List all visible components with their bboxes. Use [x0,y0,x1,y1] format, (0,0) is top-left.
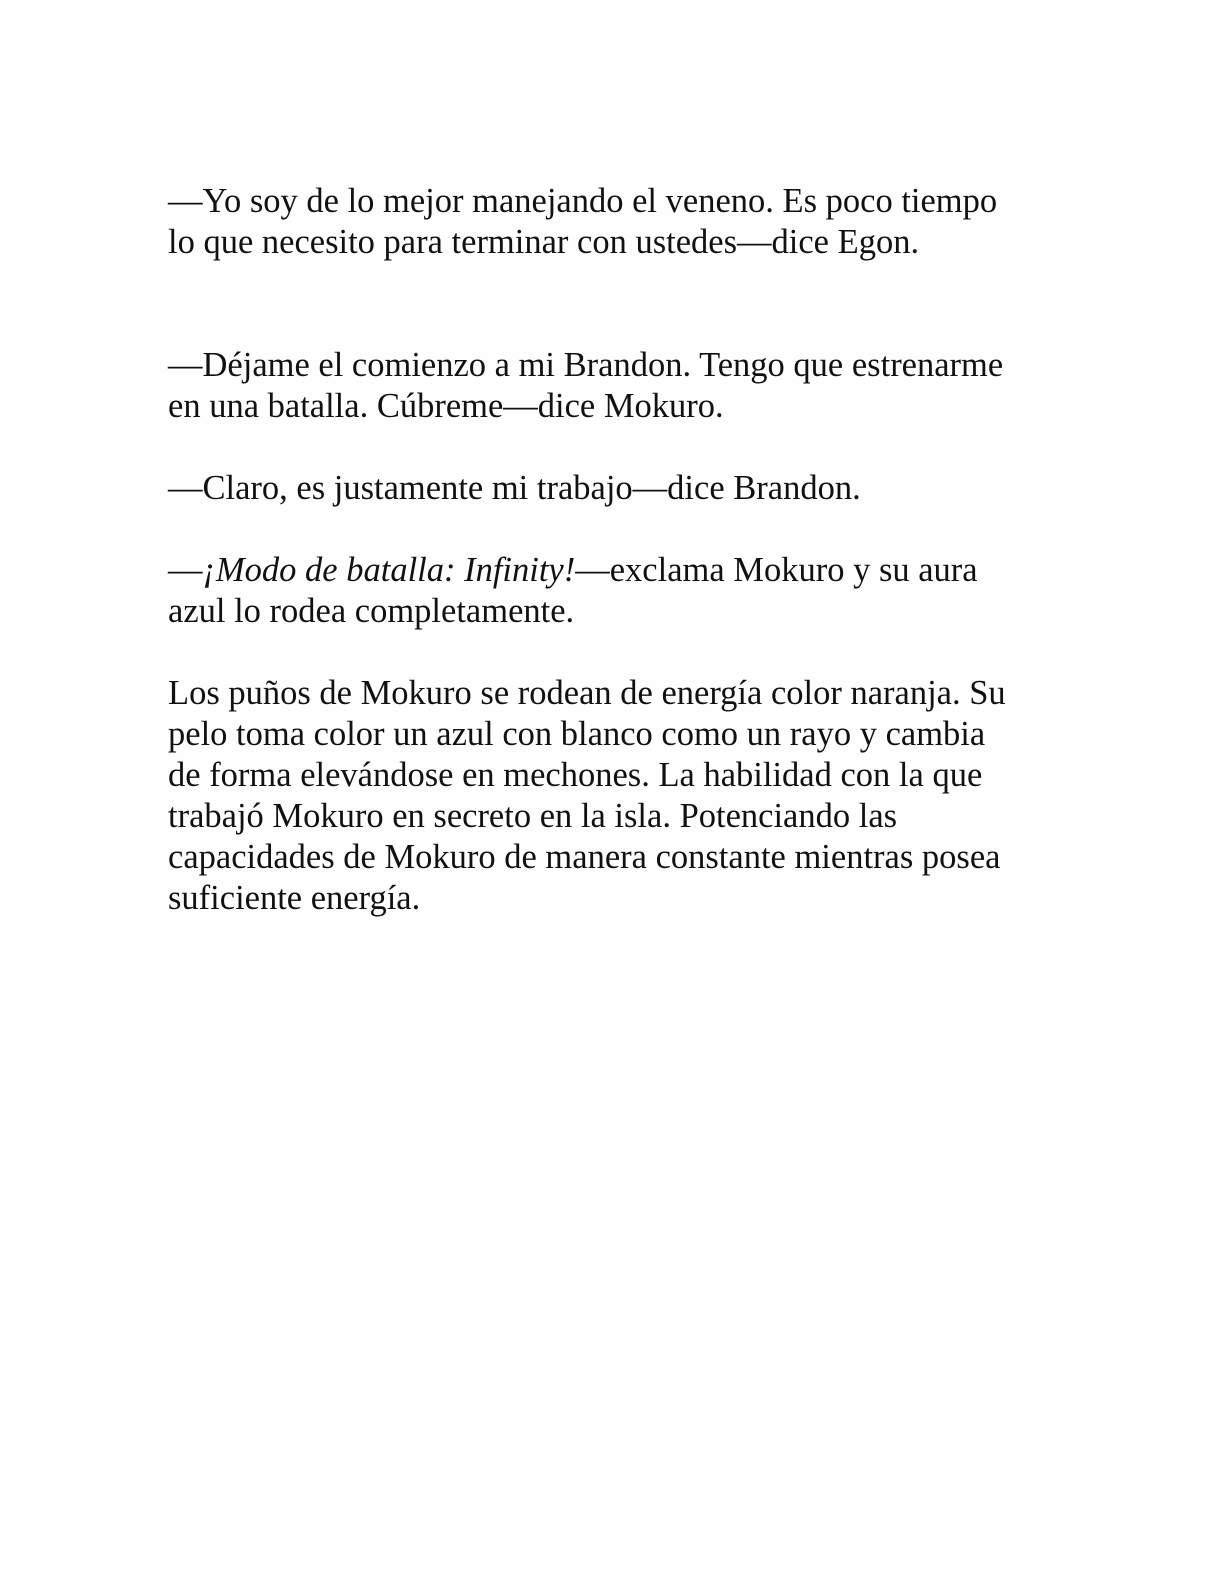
text-line: —Yo soy de lo mejor manejando el veneno. Es poco tiempo [168,182,998,220]
dialogue-tag: —exclama Mokuro y su aura [575,551,978,589]
paragraph-narration [168,673,1048,919]
text-line: pelo toma color un azul con blanco como un rayo y cambia [168,715,986,753]
text-line: —Claro, es justamente mi trabajo—dice Brandon. [168,469,861,507]
text-line: trabajó Mokuro en secreto en la isla. Potenciando las [168,797,898,835]
paragraph-battle-mode [168,550,1048,632]
text-line: —Déjame el comienzo a mi Brandon. Tengo que estrenarme [168,346,1004,384]
text-line: azul lo rodea completamente. [168,592,575,630]
text-line: lo que necesito para terminar con ustedes—dice Egon. [168,223,920,261]
text-line: capacidades de Mokuro de manera constante mientras posea [168,838,1001,876]
text-line: Los puños de Mokuro se rodean de energía color naranja. Su [168,674,1006,712]
text-line: en una batalla. Cúbreme—dice Mokuro. [168,387,724,425]
text-line: suficiente energía. [168,879,421,917]
paragraph-brandon-dialogue [168,468,1048,509]
text-line: de forma elevándose en mechones. La habilidad con la que [168,756,983,794]
paragraph-egon-dialogue [168,181,1048,263]
paragraph-mokuro-dialogue [168,345,1048,427]
text-line [168,550,1048,591]
battle-mode-exclamation: ¡Modo de batalla: Infinity! [202,551,576,589]
dash-prefix: — [168,551,203,589]
